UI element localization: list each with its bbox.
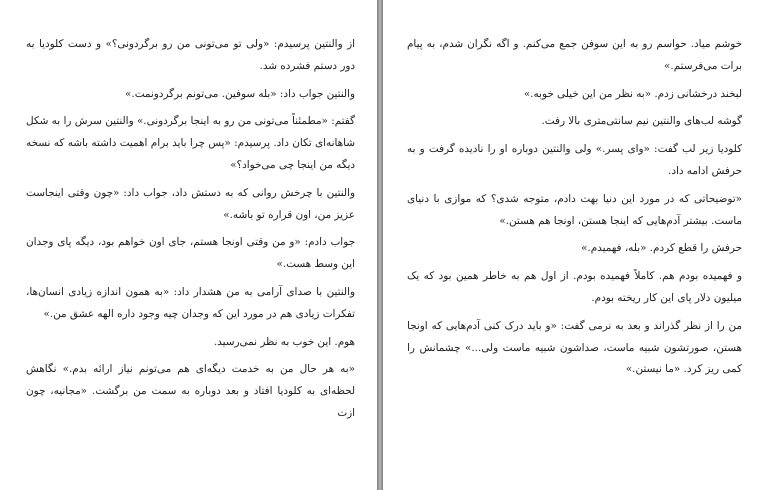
paragraph: جواب دادم: «و من وقتی اونجا هستم، جای اون خواهم بود، دیگه پای وجدان این وسط هست.»: [26, 236, 355, 271]
paragraph: والنتین با صدای آرامی به من هشدار داد: «به همون اندازه زیادی انسان‌ها، تفکرات زیادی هم در مورد این که وجدان چیه وجود داره الهه عشق من.»: [26, 285, 355, 320]
paragraph: لبخند درخشانی زدم. «به نظر من این خیلی خوبه.»: [523, 87, 742, 100]
paragraph: و فهمیده بودم هم. کاملاً فهمیده بودم. از اول هم به خاطر همین بود که یک میلیون دلار پای این کار ریخته بودم.: [407, 270, 743, 304]
paragraph: «به هر حال من به خدمت دیگه‌ای هم می‌تونم نیاز ارائه بدم.» نگاهش لحظه‌ای به کلودیا افتاد و بعد دوباره به سمت من برگشت. «مجانیه، چون ازت: [26, 363, 355, 419]
paragraph: از والنتین پرسیدم: «ولی تو می‌تونی من رو برگردونی؟» و دست کلودیا به دور دستم فشرده شد.: [26, 38, 355, 72]
paragraph: والنتین جواب داد: «بله سوفین. می‌تونم برگردونمت.»: [125, 87, 355, 100]
paragraph: کلودیا زیر لب گفت: «وای پسر.» ولی والنتین دوباره او را نادیده گرفت و به حرفش ادامه داد.: [407, 143, 742, 177]
paragraph: هوم. این خوب به نظر نمی‌رسید.: [213, 335, 355, 348]
paragraph: «توضیحاتی که در مورد این دنیا بهت دادم، متوجه شدی؟ که موازی با دنیای ماست. بیشتر آدم‌هایی که اینجا هستن، اونجا هم هستن.»: [407, 192, 742, 227]
paragraph: حرفش را قطع کردم. «بله، فهمیدم.»: [581, 242, 742, 255]
right-page: [383, 0, 768, 490]
paragraph: گوشه لب‌های والنتین نیم سانتی‌متری بالا رفت.: [541, 115, 742, 128]
paragraph: خوشم میاد. حواسم رو به این سوفن جمع می‌کنم. و اگه نگران شدم، به پیام برات می‌فرستم.»: [407, 38, 742, 72]
paragraph: گفتم: «مطمئناً می‌تونی من رو به اینجا برگردونی.» والنتین سرش را به شکل شاهانه‌ای تکان داد. پرسیدم: «پس چرا باید برام اهمیت داشته باشه که نسخه دیگه من اینجا چی می‌خواد؟»: [26, 115, 355, 171]
paragraph: والنتین با چرخش روانی که به دستش داد، جواب داد: «چون وقتی اینجاست عزیز من، اون قراره تو باشه.»: [26, 186, 355, 221]
paragraph: من را از نظر گذراند و بعد به نرمی گفت: «و باید درک کنی آدم‌هایی که اونجا هستن، صورتشون شبیه ماست، صداشون شبیه ماست ولی...» چشمانش را کمی ریز کرد. «ما نیستن.»: [407, 319, 742, 376]
left-page: [0, 0, 377, 490]
